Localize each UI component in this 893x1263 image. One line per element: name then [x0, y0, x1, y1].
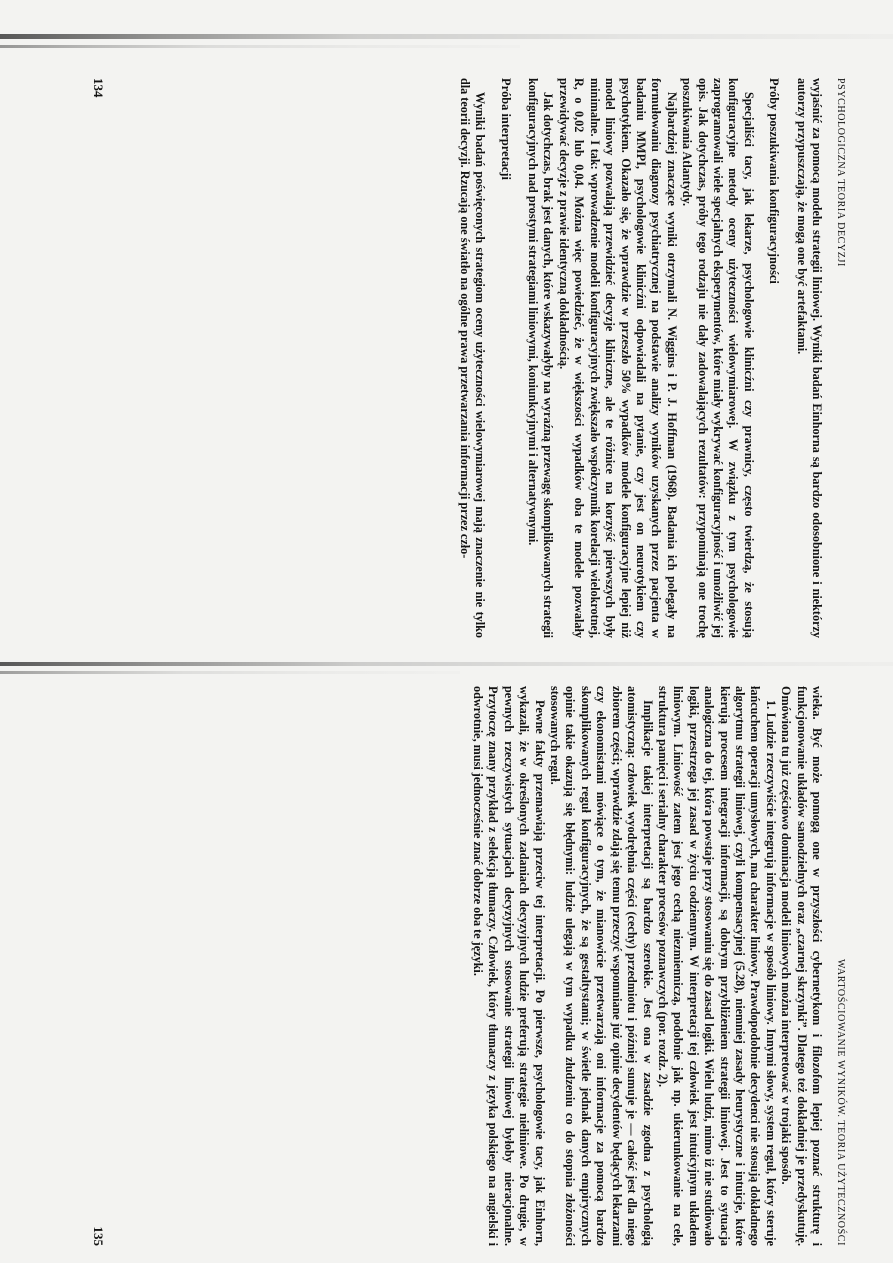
- paragraph: 1. Ludzie rzeczywiście integrują informacje w sposób liniowy. Innymi słowy, system reguł, który steruje łańcuchem operacji umysłowych, ma charakter liniowy. Prawdopodobnie decydenci nie stosują dokładnego algorytmu strategii liniowej, czyli kompensacyjnej (5.28), niemniej zasady heurystyczne i intuicje, które kierują procesem integracji informacji, są dobrym przybliżeniem strategii liniowej. Jest to sytuacja analogiczna do tej, która powstaje przy stosowaniu się do zasad logiki. Wielu ludzi, mimo iż nie studiowało logiki, przestrzega jej zasad w życiu codziennym. W interpretacji tej człowiek jest intuicyjnym układem liniowym. Liniowość zatem jest jego cechą niezmienniczą, podobnie jak np. ukierunkowanie na cele, struktura pamięci i serialny charakter procesów poznawczych (por. rozdz. 2).: [655, 686, 778, 1246]
- paragraph: Specjaliści tacy, jak lekarze, psychologowie klinicźni czy prawnicy, często twierdzą, że stosują konfiguracyjne metody oceny użyteczności wielowymiarowej. W związku z tym psychologowie zaprogramowali wiele specjalnych eksperymentów, które miały wykrywać konfiguracyjność i umożliwić jej opis. Jak dotychczas, próby tego rodzaju nie dały zadowalających rezultatów: przypominają one trochę poszukiwania Atlantydy.: [680, 78, 756, 638]
- running-head: [830, 686, 850, 1246]
- paragraph: Najbardziej znaczące wyniki otrzymali N. Wiggins i P. J. Hoffman (1968). Badania ich polegały na formułowaniu diagnozy psychiatrycznej na podstawie analizy wyników uzyskanych przez pacjenta w badaniu MMPI, psychologowie klinicźni odpowiadali na pytanie, czy jest on neurotykiem czy psychotykiem. Okazało się, że wprawdzie w przeszło 50% wypadków modele konfiguracyjne lepiej niż model liniowy pozwalają przewidzieć decyzje kliniczne, ale te różnice na korzyść pierwszych były minimalne. I tak: wprowadzenie modeli konfiguracyjnych zwiększało współczynnik korelacji wielokrotnej, R, o 0,02 lub 0,04. Można więc powiedzieć, że w większości wypadków oba te modele pozwalały przewidywać decyzje z prawie identyczną dokładnością.: [556, 78, 679, 638]
- page-gutter-streak: [0, 662, 893, 666]
- section-heading: Próba interpretacji: [498, 78, 513, 180]
- page-body: [456, 78, 824, 638]
- paragraph: Wyniki badań poświęconych strategiom oceny użyteczności wielowymiarowej mają znaczenie nie tylko dla teorii decyzji. Rzucają one światło na ogólne prawa przetwarzania informacji przez czło-: [457, 78, 488, 638]
- page-number: 134: [91, 78, 106, 98]
- paragraph: wieka. Być może pomogą one w przyszłości cybernetykom i filozofom lepiej poznać strukturę i funkcjonowanie układów samodzielnych oraz „czarnej skrzynki”. Dlatego też dokładniej je przedyskutuję. Omówiona tu już częściowo dominacja modeli liniowych można interpretować w trojaki sposób.: [779, 686, 824, 1246]
- page-gutter-streak: [0, 671, 460, 674]
- running-head-title: WARTOŚCIOWANIE WYNIKÓW. TEORIA UŻYTECZNOŚCI: [835, 958, 846, 1246]
- paragraph: Jak dotychczas, brak jest danych, które wskazywałyby na wyraźną przewagę skomplikowanych strategii konfiguracyjnych nad prostymi strategiami liniowymi, koniunkcyjnymi i alternatywnymi.: [526, 78, 556, 638]
- page-134: [90, 78, 850, 638]
- scan-edge-streak: [0, 34, 893, 39]
- paragraph: Pewne fakty przemawiają przeciw tej interpretacji. Po pierwsze, psychologowie tacy, jak Einhorn, wykazali, że w określonych zadaniach decyzyjnych ludzie preferują strategie nieliniowe. Po drugie, w pewnych rzeczywistych sytuacjach decyzyjnych stosowanie strategii liniowej byłoby nieracjonalne. Przytoczę znany przykład z selekcją tłumaczy. Człowiek, który tłumaczy z języka polskiego na angielski i odwrotnie, musi jednocześnie znać dobrze oba te języki.: [471, 686, 547, 1246]
- page-number: 135: [91, 1226, 106, 1246]
- page-body: [470, 686, 824, 1246]
- running-head: [830, 78, 850, 638]
- scan-edge-streak: [0, 45, 520, 48]
- paragraph: Implikacje takiej interpretacji są bardzo szerokie. Jest ona w zasadzie zgodna z psychologią atomistyczną: człowiek wyodrębnia części (cechy) przedmiotu i później sumuje je — całość jest dla niego zbiorem części; wprawdzie zdają się temu przeczyć wspomniane już opinie decydentów będących lekarzami czy ekonomistami mówiące o tym, że mianowicie przetwarzają oni informacje za pomocą bardzo skomplikowanych reguł konfiguracyjnych, że są gestaltystami; w świetle jednak danych empirycznych opinie takie okazują się błędnymi: ludzie ulegają w tym wypadku złudzeniu co do stopnia złożoności stosowanych reguł.: [548, 686, 655, 1246]
- running-head-title: PSYCHOLOGICZNA TEORIA DECYZJI: [835, 78, 846, 267]
- section-heading: Próby poszukiwania konfiguracyjności: [767, 78, 782, 284]
- paragraph: wyjaśnić za pomocą modelu strategii liniowej. Wyniki badań Einhorna są bardzo odosobnione i niektórzy autorzy przypuszczają, że mogą one być artefaktami.: [794, 78, 824, 638]
- page-135: [90, 686, 850, 1246]
